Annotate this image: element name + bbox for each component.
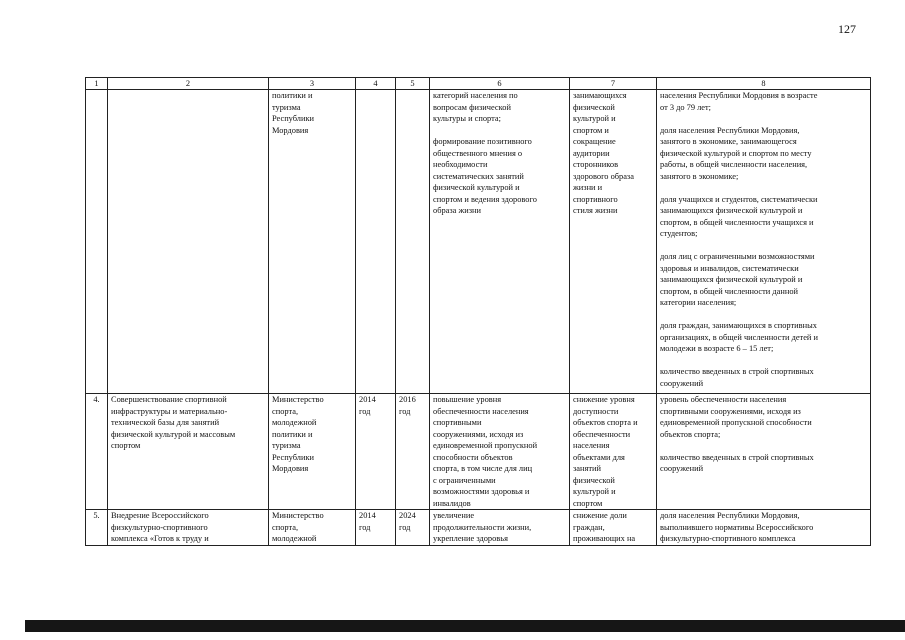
page-number: 127 xyxy=(838,22,856,36)
executor: Министерство спорта, молодежной xyxy=(269,510,356,546)
executor: Министерство спорта, молодежной политики и туризма Республики Мордовия xyxy=(269,394,356,510)
continued-end-cell xyxy=(396,90,430,394)
expected-result: увеличение продолжительности жизни, укрепление здоровья xyxy=(430,510,570,546)
measure-name: Внедрение Всероссийского физкультурно-спортивного комплекса «Готов к труду и xyxy=(108,510,269,546)
row-number: 5. xyxy=(86,510,108,546)
column-number-8: 8 xyxy=(657,78,871,90)
start-year: 2014 год xyxy=(356,394,396,510)
expected-result: повышение уровня обеспеченности населения спортивными сооружениями, исходя из единовременной пропускной способности объектов спорта, в том числе для лиц с ограниченными возможностями здоровья и инвалидов xyxy=(430,394,570,510)
continued-start-cell xyxy=(356,90,396,394)
continued-result-text: категорий населения по вопросам физической культуры и спорта; xyxy=(433,91,518,123)
continued-result-cell xyxy=(430,90,570,394)
consequences: снижение уровня доступности объектов спорта и обеспеченности населения объектами для занятий физической культурой и спортом xyxy=(570,394,657,510)
consequences: снижение доли граждан, проживающих на xyxy=(570,510,657,546)
column-number-1: 1 xyxy=(86,78,108,90)
program-table xyxy=(85,77,871,546)
start-year: 2014 год xyxy=(356,510,396,546)
indicators-cell xyxy=(657,394,871,510)
continued-executor-cell: политики и туризма Республики Мордовия xyxy=(269,90,356,394)
column-number-6: 6 xyxy=(430,78,570,90)
continued-num-cell xyxy=(86,90,108,394)
continued-indicators-cell xyxy=(657,90,871,394)
continued-name-cell xyxy=(108,90,269,394)
row-number: 4. xyxy=(86,394,108,510)
scan-edge-bar xyxy=(25,620,905,632)
table-row xyxy=(86,394,871,510)
column-number-5: 5 xyxy=(396,78,430,90)
measure-name: Совершенствование спортивной инфраструктуры и материально- технической базы для занятий физической культурой и массовым спортом xyxy=(108,394,269,510)
indicator-text: доля населения Республики Мордовия, занятого в экономике, занимающегося физической культурой и спортом по месту работы, в общей численности населения, занятого в экономике; xyxy=(660,125,812,181)
column-number-header-row xyxy=(86,78,871,90)
indicator-text: доля населения Республики Мордовия, выполнившего нормативы Всероссийского физкультурно-спортивного комплекса xyxy=(660,511,814,543)
column-number-3: 3 xyxy=(269,78,356,90)
indicator-text: количество введенных в строй спортивных сооружений xyxy=(660,452,814,473)
indicator-text: доля лиц с ограниченными возможностями здоровья и инвалидов, систематически занимающихся физической культурой и спортом, в общей численности данной категории населения; xyxy=(660,252,815,307)
indicator-text: доля учащихся и студентов, систематически занимающихся физической культурой и спортом, в общей численности учащихся и студентов; xyxy=(660,194,818,238)
indicators-cell xyxy=(657,510,871,546)
column-number-4: 4 xyxy=(356,78,396,90)
indicator-text: доля граждан, занимающихся в спортивных организациях, в общей численности детей и молодежи в возрасте 6 – 15 лет; xyxy=(660,321,818,353)
table-row xyxy=(86,510,871,546)
end-year: 2016 год xyxy=(396,394,430,510)
table-row-continued xyxy=(86,90,871,394)
column-number-7: 7 xyxy=(570,78,657,90)
indicator-text: количество введенных в строй спортивных сооружений xyxy=(660,367,814,388)
indicator-text: уровень обеспеченности населения спортивными сооружениями, исходя из единовременной пропускной способности объектов спорта; xyxy=(660,395,812,439)
indicator-text: населения Республики Мордовия в возрасте от 3 до 79 лет; xyxy=(660,91,818,112)
continued-consequences-cell: занимающихся физической культурой и спортом и сокращение аудитории сторонников здорового образа жизни и спортивного стиля жизни xyxy=(570,90,657,394)
end-year: 2024 год xyxy=(396,510,430,546)
continued-result-text: формирование позитивного общественного мнения о необходимости систематических занятий физической культурой и спортом и ведения здорового образа жизни xyxy=(433,137,537,215)
column-number-2: 2 xyxy=(108,78,269,90)
